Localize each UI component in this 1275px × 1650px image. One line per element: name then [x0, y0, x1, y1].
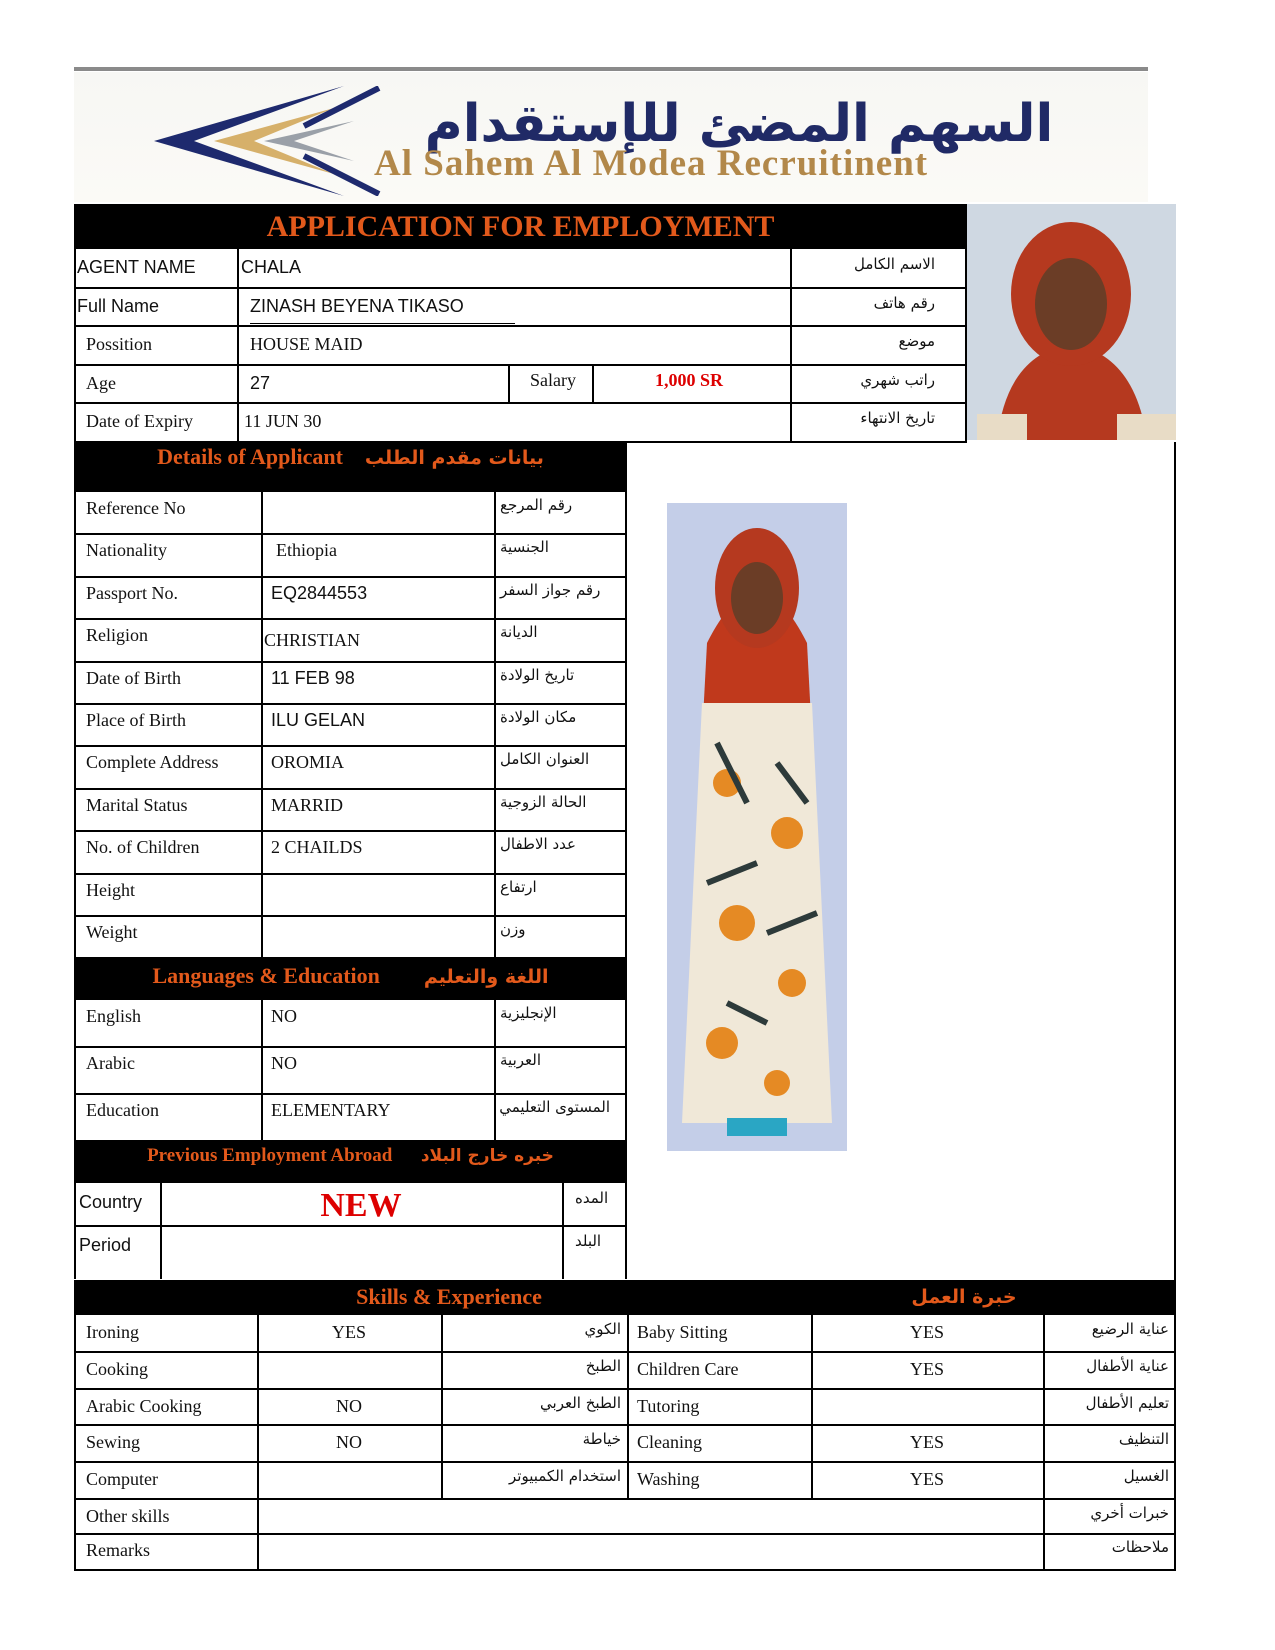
- languages-right-border: [625, 1000, 627, 1141]
- header-label-arabic: تاريخ الانتهاء: [860, 409, 935, 427]
- header-row-line: [74, 325, 967, 327]
- banner-top-line: [74, 67, 1148, 71]
- details-row-line: [74, 957, 627, 959]
- skill-label: Washing: [637, 1469, 700, 1490]
- skills-title-arabic: خبرة العمل: [911, 1286, 1017, 1308]
- header-col-line: [790, 249, 792, 442]
- details-left-border: [74, 492, 76, 958]
- details-label: No. of Children: [86, 837, 200, 858]
- period-label-arabic: البلد: [575, 1232, 602, 1250]
- remarks-label: Remarks: [86, 1540, 150, 1560]
- skills-row-line: [74, 1351, 1176, 1353]
- skill-label-arabic: الطبخ: [585, 1356, 621, 1375]
- prev-row-line: [74, 1225, 627, 1227]
- skill-label: Cleaning: [637, 1432, 702, 1453]
- salary-col-line: [508, 365, 510, 404]
- languages-value: ELEMENTARY: [271, 1100, 391, 1120]
- skill-label: Sewing: [86, 1432, 140, 1453]
- header-row-line: [74, 441, 967, 443]
- prev-left-border: [74, 1183, 76, 1279]
- details-label: Place of Birth: [86, 710, 186, 730]
- header-value: 27: [250, 372, 271, 393]
- salary-col-line: [592, 365, 594, 404]
- country-label: Country: [79, 1192, 143, 1212]
- skill-label: Ironing: [86, 1322, 139, 1342]
- details-right-border: [625, 492, 627, 958]
- skills-row-line: [74, 1424, 1176, 1426]
- salary-value: 1,000 SR: [655, 369, 724, 390]
- previous-title-bar: [74, 1141, 627, 1183]
- header-left-border: [74, 249, 76, 442]
- details-title-arabic: بيانات مقدم الطلب: [364, 447, 544, 469]
- details-value: OROMIA: [271, 752, 345, 773]
- skill-label: Arabic Cooking: [86, 1395, 202, 1416]
- languages-title-bar: [74, 958, 627, 1000]
- details-row-line: [74, 745, 627, 747]
- languages-left-border: [74, 1000, 76, 1141]
- header-value: CHALA: [241, 257, 302, 277]
- header-value: HOUSE MAID: [250, 334, 363, 354]
- languages-col-line: [494, 1000, 496, 1141]
- details-value: 2 CHAILDS: [271, 837, 363, 858]
- period-label: Period: [79, 1235, 132, 1255]
- header-label: Possition: [86, 334, 153, 354]
- details-label-arabic: رقم جواز السفر: [500, 580, 601, 599]
- details-label: Complete Address: [86, 752, 219, 773]
- header-value: ZINASH BEYENA TIKASO: [250, 295, 464, 316]
- details-value: ILU GELAN: [271, 710, 366, 730]
- details-label-arabic: عدد الاطفال: [500, 835, 576, 854]
- details-label: Height: [86, 879, 135, 900]
- details-label: Date of Birth: [86, 667, 181, 688]
- skills-title: Skills & Experience: [356, 1284, 542, 1309]
- header-right-border: [965, 249, 967, 442]
- skill-label-arabic: استخدام الكمبيوتر: [509, 1467, 621, 1486]
- languages-col-line: [261, 1000, 263, 1141]
- details-row-line: [74, 703, 627, 705]
- languages-value: NO: [271, 1006, 297, 1026]
- remarks-label-arabic: ملاحظات: [1111, 1538, 1169, 1556]
- details-label: Weight: [86, 922, 138, 942]
- details-value: MARRID: [271, 794, 344, 815]
- languages-value: NO: [271, 1053, 297, 1073]
- details-row-line: [74, 788, 627, 790]
- languages-label-arabic: العربية: [500, 1051, 541, 1069]
- portrait-photo: [967, 204, 1176, 440]
- details-label: Marital Status: [86, 794, 188, 815]
- skill-value: YES: [909, 1469, 944, 1490]
- details-label-arabic: الجنسية: [500, 538, 549, 557]
- form-title-bar: [74, 204, 967, 249]
- company-banner: [74, 72, 1148, 202]
- skill-label-arabic: تعليم الأطفال: [1085, 1393, 1169, 1412]
- details-label-arabic: الحالة الزوجية: [500, 792, 587, 811]
- details-value: EQ2844553: [271, 582, 368, 603]
- languages-label: English: [86, 1006, 142, 1026]
- skill-label-arabic: التنظيف: [1118, 1430, 1169, 1449]
- skill-value: NO: [336, 1432, 362, 1453]
- company-name-english: Al Sahem Al Modea Recruitinent: [374, 143, 929, 184]
- languages-row-line: [74, 1140, 627, 1142]
- skill-value: YES: [909, 1432, 944, 1453]
- skills-row-line: [74, 1498, 1176, 1500]
- languages-row-line: [74, 1046, 627, 1048]
- skills-title-bar: [74, 1280, 1176, 1315]
- skill-label-arabic: الكوي: [584, 1320, 621, 1338]
- details-label: Passport No.: [86, 582, 179, 603]
- languages-title: Languages & Education: [152, 963, 380, 988]
- country-label-arabic: المده: [575, 1189, 609, 1207]
- details-row-line: [74, 533, 627, 535]
- skill-label: Cooking: [86, 1358, 149, 1379]
- details-label-arabic: وزن: [500, 920, 526, 938]
- skills-row-line: [74, 1461, 1176, 1463]
- skill-value: YES: [909, 1358, 944, 1379]
- skill-label-arabic: الطبخ العربي: [540, 1393, 621, 1412]
- details-label-arabic: مكان الولادة: [500, 708, 577, 726]
- details-label-arabic: ارتفاع: [500, 877, 537, 896]
- details-row-line: [74, 873, 627, 875]
- full-body-photo: [667, 503, 847, 1151]
- details-value: CHRISTIAN: [264, 630, 361, 651]
- details-row-line: [74, 915, 627, 917]
- header-label-arabic: راتب شهري: [860, 370, 935, 389]
- skill-label: Children Care: [637, 1358, 739, 1379]
- details-title-bar: [74, 442, 627, 492]
- details-label-arabic: الديانة: [500, 623, 538, 642]
- skill-label-arabic: عناية الرضيع: [1091, 1320, 1169, 1338]
- header-row-line: [74, 402, 967, 404]
- languages-label: Education: [86, 1100, 159, 1120]
- details-col-line: [261, 492, 263, 958]
- header-label-arabic: الاسم الكامل: [853, 255, 935, 273]
- prev-col-line: [562, 1183, 564, 1279]
- skill-label: Baby Sitting: [637, 1322, 728, 1342]
- form-title: APPLICATION FOR EMPLOYMENT: [266, 210, 775, 243]
- skill-value: NO: [336, 1395, 362, 1416]
- skills-row-line: [74, 1388, 1176, 1390]
- prev-right-border: [625, 1183, 627, 1279]
- languages-label-arabic: الإنجليزية: [500, 1004, 557, 1022]
- languages-row-line: [74, 1093, 627, 1095]
- header-label: Age: [86, 372, 116, 393]
- header-label: AGENT NAME: [77, 257, 196, 277]
- fullname-underline: [250, 323, 515, 324]
- company-name-arabic: السهم المضئ للإستقدام: [424, 94, 1054, 154]
- header-value: 11 JUN 30: [244, 411, 322, 431]
- details-label: Religion: [86, 625, 148, 646]
- previous-title: Previous Employment Abroad: [147, 1145, 393, 1166]
- skills-row-line: [74, 1533, 1176, 1535]
- arrow-logo-icon: [154, 86, 384, 196]
- details-title: Details of Applicant: [157, 444, 343, 469]
- details-value: Ethiopia: [276, 540, 337, 561]
- details-label: Nationality: [86, 540, 167, 561]
- header-label-arabic: موضع: [898, 332, 935, 350]
- skill-label-arabic: خياطة: [582, 1430, 621, 1449]
- skills-bottom-line: [74, 1569, 1176, 1571]
- skill-label-arabic: الغسيل: [1123, 1467, 1169, 1486]
- languages-title-arabic: اللغة والتعليم: [423, 966, 549, 988]
- skill-label-arabic: عناية الأطفال: [1086, 1356, 1169, 1375]
- details-row-line: [74, 576, 627, 578]
- details-label-arabic: العنوان الكامل: [500, 750, 590, 769]
- details-label: Reference No: [86, 498, 186, 518]
- other-skills-label: Other skills: [86, 1506, 170, 1526]
- skill-value: YES: [909, 1322, 944, 1342]
- languages-label-arabic: المستوى التعليمي: [499, 1098, 610, 1116]
- header-row-line: [74, 287, 967, 289]
- header-row-line: [74, 364, 967, 366]
- previous-title-arabic: خبره خارج البلاد: [420, 1146, 554, 1166]
- details-col-line: [494, 492, 496, 958]
- details-label-arabic: تاريخ الولادة: [500, 665, 575, 684]
- skill-label: Computer: [86, 1469, 158, 1490]
- skill-label: Tutoring: [637, 1395, 700, 1416]
- skills-col-line: [257, 1499, 259, 1571]
- header-label: Date of Expiry: [86, 411, 193, 431]
- skill-value: YES: [331, 1322, 366, 1342]
- languages-label: Arabic: [86, 1053, 135, 1073]
- details-row-line: [74, 830, 627, 832]
- other-skills-label-arabic: خبرات أخري: [1090, 1504, 1169, 1522]
- skills-col-line: [627, 1315, 629, 1499]
- details-value: 11 FEB 98: [271, 667, 355, 688]
- salary-label: Salary: [530, 369, 576, 390]
- previous-employment-value: NEW: [320, 1187, 402, 1224]
- details-label-arabic: رقم المرجع: [500, 496, 573, 514]
- details-row-line: [74, 618, 627, 620]
- details-row-line: [74, 661, 627, 663]
- header-label-arabic: رقم هاتف: [873, 293, 935, 312]
- header-label: Full Name: [77, 295, 160, 316]
